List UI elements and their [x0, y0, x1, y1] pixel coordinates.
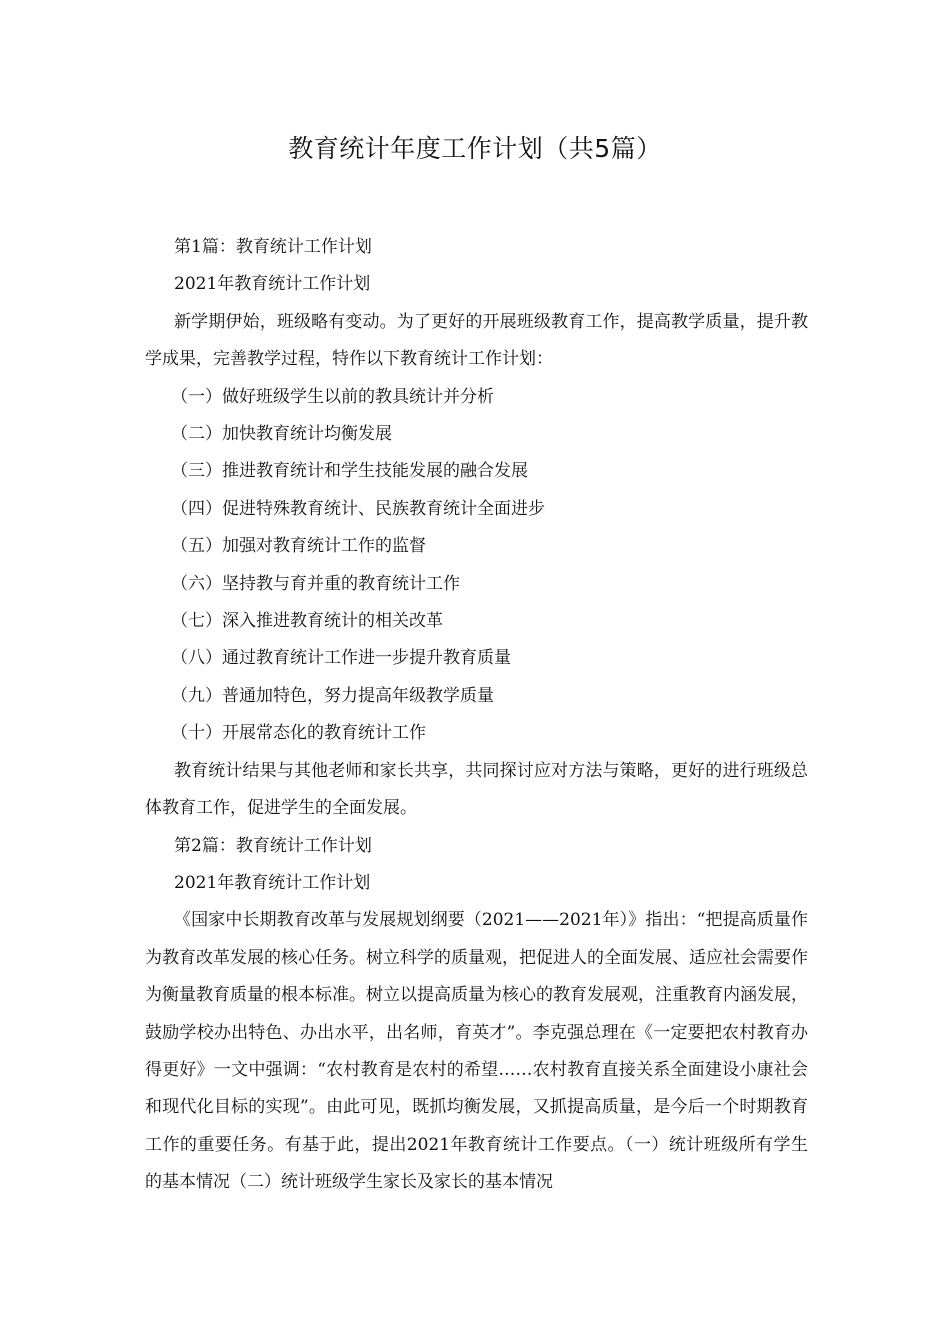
list-item: （五）加强对教育统计工作的监督 [171, 536, 426, 557]
section-heading: 第1篇：教育统计工作计划 [174, 237, 372, 257]
subheading: 2021年教育统计工作计划 [174, 274, 371, 295]
paragraph: 新学期伊始，班级略有变动。为了更好的开展班级教育工作，提高教学质量，提升教学成果，完善教学过程，特作以下教育统计工作计划： [145, 311, 808, 370]
list-item: （三）推进教育统计和学生技能发展的融合发展 [171, 461, 528, 482]
document-title: 教育统计年度工作计划（共5篇） [288, 134, 662, 163]
list-item: （六）坚持教与育并重的教育统计工作 [171, 573, 460, 594]
list-item: （四）促进特殊教育统计、民族教育统计全面进步 [171, 498, 545, 519]
paragraph: 《国家中长期教育改革与发展规划纲要（2021——2021年）》指出：“把提高质量作为教育改革发展的核心任务。树立科学的质量观，把促进人的全面发展、适应社会需要作为衡量教育质量的根本标准。树立以提高质量为核心的教育发展观，注重教育内涵发展，鼓励学校办出特色、办出水平，出名师，育英才”。李克强总理在《一定要把农村教育办得更好》一文中强调：“农村教育是农村的希望……农村教育直接关系全面建设小康社会和现代化目标的实现”。由此可见，既抓均衡发展，又抓提高质量，是今后一个时期教育工作的重要任务。有基于此，提出2021年教育统计工作要点。（一）统计班级所有学生的基本情况（二）统计班级学生家长及家长的基本情况 [145, 910, 808, 1193]
list-item: （八）通过教育统计工作进一步提升教育质量 [171, 648, 511, 669]
subheading: 2021年教育统计工作计划 [174, 872, 371, 893]
list-item: （一）做好班级学生以前的教具统计并分析 [171, 386, 494, 407]
list-item: （九）普通加特色，努力提高年级教学质量 [171, 685, 494, 706]
paragraph: 教育统计结果与其他老师和家长共享，共同探讨应对方法与策略，更好的进行班级总体教育工作，促进学生的全面发展。 [145, 760, 808, 819]
list-item: （七）深入推进教育统计的相关改革 [171, 611, 443, 632]
section-heading: 第2篇：教育统计工作计划 [174, 835, 372, 856]
list-item: （十）开展常态化的教育统计工作 [171, 723, 426, 744]
document-body [145, 229, 808, 1202]
list-item: （二）加快教育统计均衡发展 [171, 424, 392, 445]
